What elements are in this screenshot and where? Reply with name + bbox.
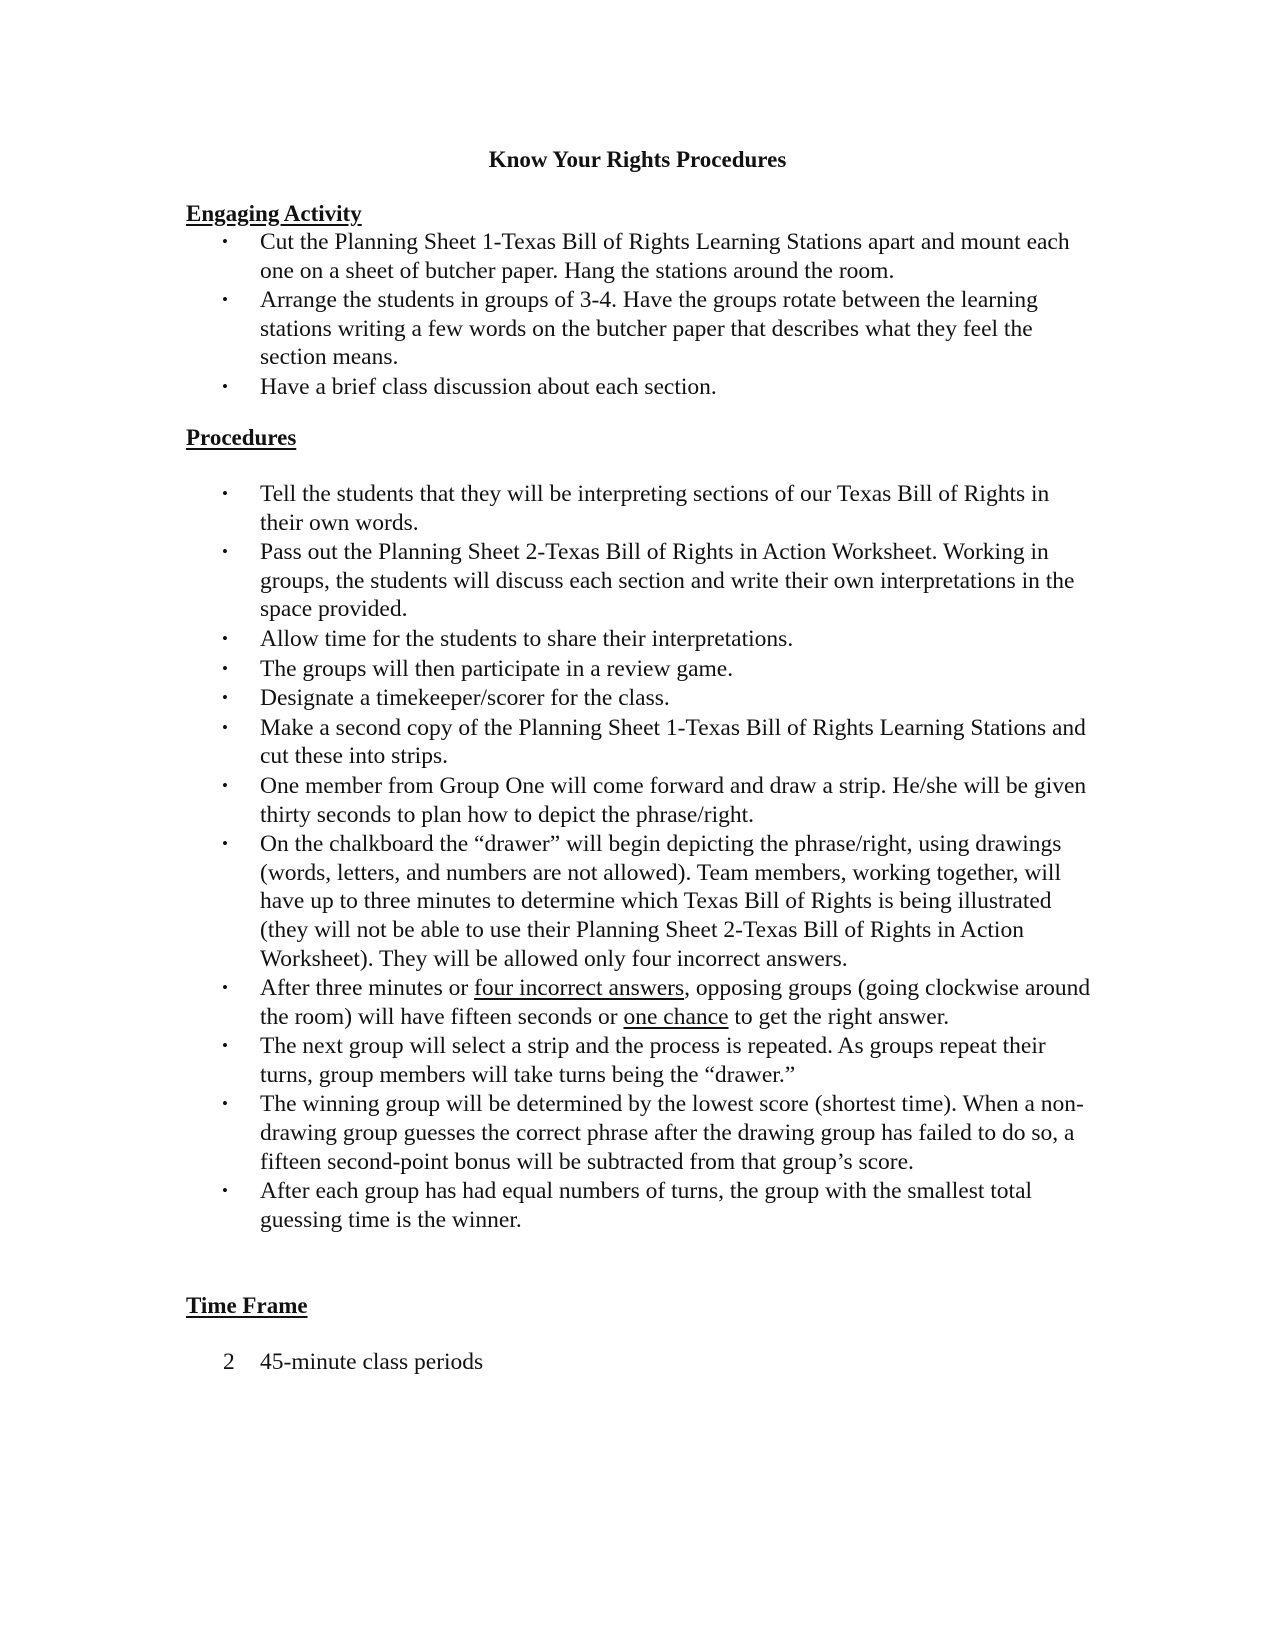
list-item-text: Make a second copy of the Planning Sheet 1-Texas Bill of Rights Learning Stations and cut these into strips. bbox=[260, 714, 1086, 770]
bullet-icon: • bbox=[222, 376, 228, 396]
list-item-text-part: to get the right answer. bbox=[728, 1003, 950, 1030]
list-item-text: Cut the Planning Sheet 1-Texas Bill of Rights Learning Stations apart and mount each one on a sheet of butcher paper. Hang the stations around the room. bbox=[260, 229, 1070, 284]
underlined-phrase: one chance bbox=[623, 1003, 729, 1030]
list-item bbox=[186, 538, 1091, 624]
bullet-icon: • bbox=[222, 775, 228, 795]
bullet-icon: • bbox=[222, 1094, 228, 1114]
bullet-icon: • bbox=[222, 1036, 228, 1056]
list-item-text: One member from Group One will come forward and draw a strip. He/she will be given thirty seconds to plan how to depict the phrase/right. bbox=[260, 772, 1087, 828]
list-item-text: Have a brief class discussion about each section. bbox=[260, 373, 717, 400]
list-item-text: Pass out the Planning Sheet 2-Texas Bill of Rights in Action Worksheet. Working in groups, the students will discuss each section and write their own interpretations in the space provided. bbox=[260, 539, 1075, 623]
bullet-icon: • bbox=[222, 688, 228, 708]
list-item-text: The next group will select a strip and the process is repeated. As groups repeat their turns, group members will take turns being the “drawer.” bbox=[260, 1033, 1046, 1088]
bullet-icon: • bbox=[222, 978, 228, 998]
list-item bbox=[186, 714, 1091, 771]
list-item bbox=[186, 830, 1091, 973]
list-item-text-part: , opposing groups (going clockwise around the room) will have fifteen seconds or bbox=[260, 975, 1091, 1030]
list-item bbox=[186, 1177, 1091, 1234]
list-item-text: Tell the students that they will be interpreting sections of our Texas Bill of Rights in their own words. bbox=[260, 481, 1050, 536]
list-item-text: After each group has had equal numbers of turns, the group with the smallest total guessing time is the winner. bbox=[260, 1178, 1033, 1233]
list-item bbox=[186, 974, 1091, 1031]
list-item bbox=[186, 228, 1091, 285]
list-item-text: Allow time for the students to share their interpretations. bbox=[260, 625, 794, 652]
bullet-icon: • bbox=[222, 1181, 228, 1201]
procedures-heading: Procedures bbox=[186, 425, 297, 450]
list-item-text: The groups will then participate in a review game. bbox=[260, 655, 734, 682]
list-item-text: Arrange the students in groups of 3-4. Have the groups rotate between the learning stations writing a few words on the butcher paper that describes what they feel the section means. bbox=[260, 287, 1038, 371]
bullet-icon: • bbox=[222, 628, 228, 648]
time-frame-text bbox=[223, 1348, 483, 1376]
engaging-activity-list bbox=[186, 228, 1091, 403]
list-item bbox=[186, 373, 1091, 402]
list-item bbox=[186, 286, 1091, 372]
list-item bbox=[186, 1090, 1091, 1176]
list-item bbox=[186, 772, 1091, 829]
list-item-text: On the chalkboard the “drawer” will begin depicting the phrase/right, using drawings (words, letters, and numbers are not allowed). Team members, working together, will have up to three minutes to determine which Texas Bill of Rights is being illustrated (they will not be able to use their Planning Sheet 2-Texas Bill of Rights in Action Worksheet). They will be allowed only four incorrect answers. bbox=[260, 831, 1062, 972]
list-item bbox=[186, 1032, 1091, 1089]
document-title: Know Your Rights Procedures bbox=[488, 147, 787, 172]
bullet-icon: • bbox=[222, 232, 228, 251]
bullet-icon: • bbox=[222, 717, 228, 737]
list-item bbox=[186, 684, 1091, 713]
bullet-icon: • bbox=[222, 484, 228, 503]
underlined-phrase: four incorrect answers bbox=[474, 975, 685, 1002]
time-frame-description: 45-minute class periods bbox=[260, 1349, 484, 1375]
bullet-icon: • bbox=[222, 658, 228, 678]
time-frame-number: 2 bbox=[223, 1349, 235, 1375]
list-item bbox=[186, 655, 1091, 684]
list-item-text: Designate a timekeeper/scorer for the class. bbox=[260, 685, 670, 712]
list-item bbox=[186, 625, 1091, 654]
time-frame-heading: Time Frame bbox=[186, 1293, 308, 1318]
bullet-icon: • bbox=[222, 290, 228, 310]
bullet-icon: • bbox=[222, 542, 228, 562]
procedures-list bbox=[186, 480, 1091, 1235]
list-item-text bbox=[260, 975, 1090, 1030]
list-item-text-part: After three minutes or bbox=[260, 975, 475, 1002]
list-item bbox=[186, 480, 1091, 537]
list-item-text: The winning group will be determined by the lowest score (shortest time). When a non-drawing group guesses the correct phrase after the drawing group has failed to do so, a fifteen second-point bonus will be subtracted from that group’s score. bbox=[260, 1091, 1084, 1175]
bullet-icon: • bbox=[222, 834, 228, 854]
engaging-activity-heading: Engaging Activity bbox=[186, 201, 362, 226]
